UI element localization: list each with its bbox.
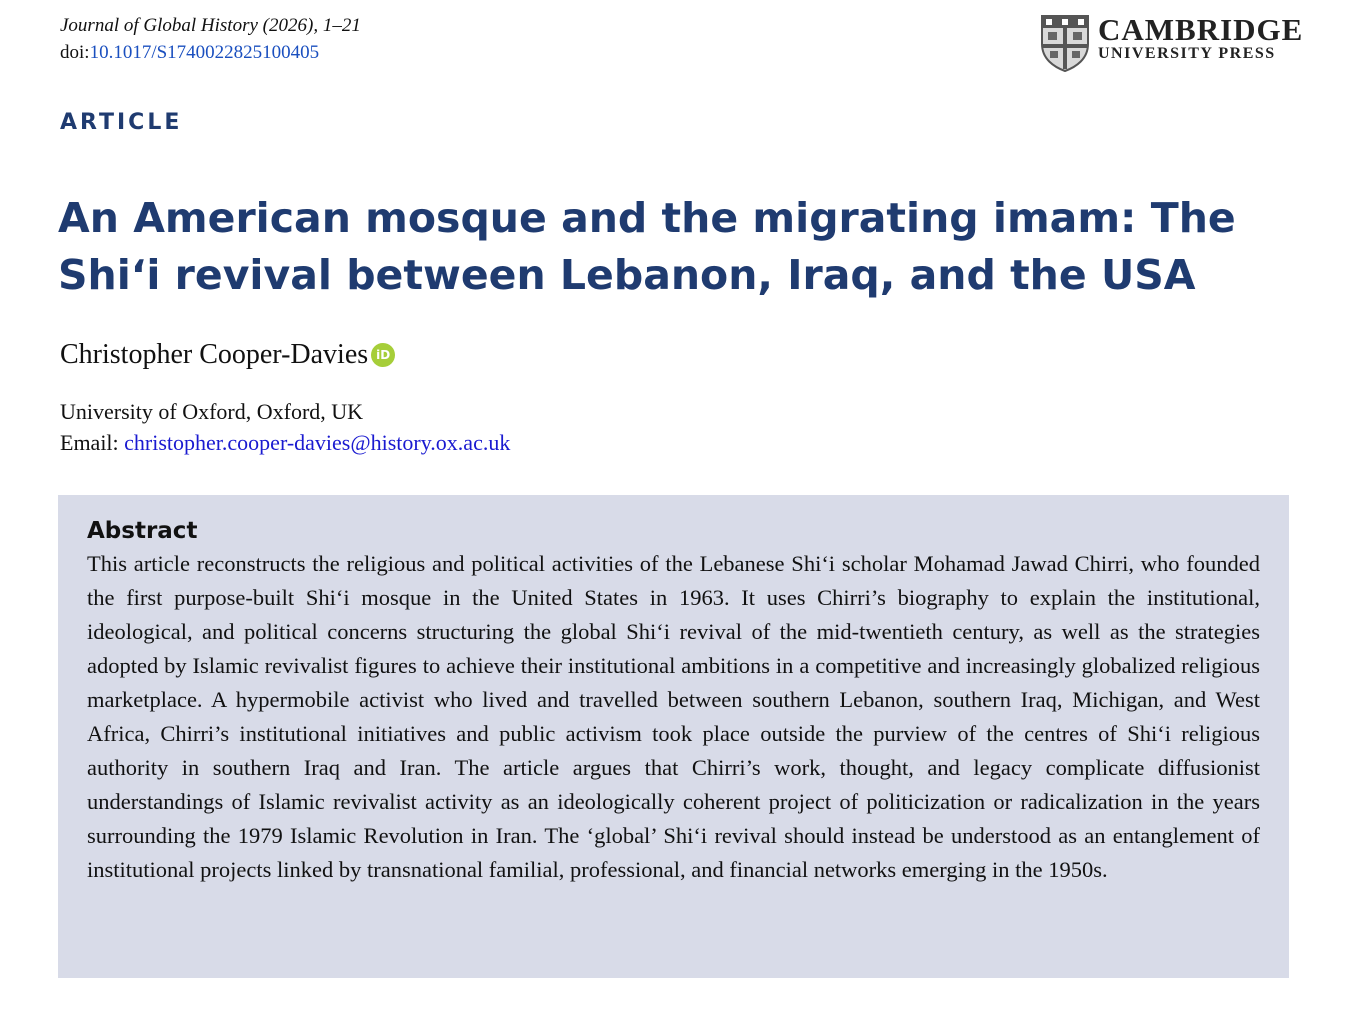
doi-line [60, 39, 361, 66]
publisher-wordmark [1098, 14, 1303, 63]
cambridge-shield-icon [1040, 14, 1090, 72]
orcid-icon[interactable]: iD [371, 343, 395, 367]
publisher-subtitle: UNIVERSITY PRESS [1098, 45, 1276, 62]
abstract-text: This article reconstructs the religious and political activities of the Lebanese Shi‘i scholar Mohamad Jawad Chirri, who founded the first purpose-built Shi‘i mosque in the United States in 1963. It uses Chirri’s biography to explain the institutional, ideological, and political concerns structuring the global Shi‘i revival of the mid-twentieth century, as well as the strategies adopted by Islamic revivalist figures to achieve their institutional ambitions in a competitive and increasingly globalized religious marketplace. A hypermobile activist who lived and travelled between southern Lebanon, southern Iraq, Michigan, and West Africa, Chirri’s institutional initiatives and public activism took place outside the purview of the centres of Shi‘i religious authority in southern Iraq and Iran. The article argues that Chirri’s work, thought, and legacy complicate diffusionist understandings of Islamic revivalist activity as an ideologically coherent project of politicization or radicalization in the years surrounding the 1979 Islamic Revolution in Iran. The ‘global’ Shi‘i revival should instead be understood as an entanglement of institutional projects linked by transnational familial, professional, and financial networks emerging in the 1950s. [87, 551, 1260, 882]
author-line [60, 338, 395, 372]
publisher-logo[interactable] [1040, 14, 1303, 72]
journal-meta [60, 12, 361, 66]
author-name: Christopher Cooper-Davies [60, 339, 369, 370]
email-label: Email: [60, 430, 119, 455]
publisher-name: CAMBRIDGE [1098, 12, 1304, 47]
article-type-label: ARTICLE [60, 110, 183, 135]
institution: University of Oxford, Oxford, UK [60, 399, 364, 424]
affiliation [60, 396, 510, 458]
doi-prefix: doi: [60, 42, 90, 63]
doi-link[interactable]: 10.1017/S1740022825100405 [89, 42, 320, 63]
email-link[interactable]: christopher.cooper-davies@history.ox.ac.uk [124, 430, 511, 455]
abstract-box [58, 495, 1289, 978]
journal-citation: Journal of Global History (2026), 1–21 [60, 15, 361, 36]
email-line [60, 427, 510, 458]
abstract-heading: Abstract [87, 518, 198, 544]
article-title: An American mosque and the migrating imam: The Shi‘i revival between Lebanon, Iraq, and the USA [58, 194, 1236, 299]
